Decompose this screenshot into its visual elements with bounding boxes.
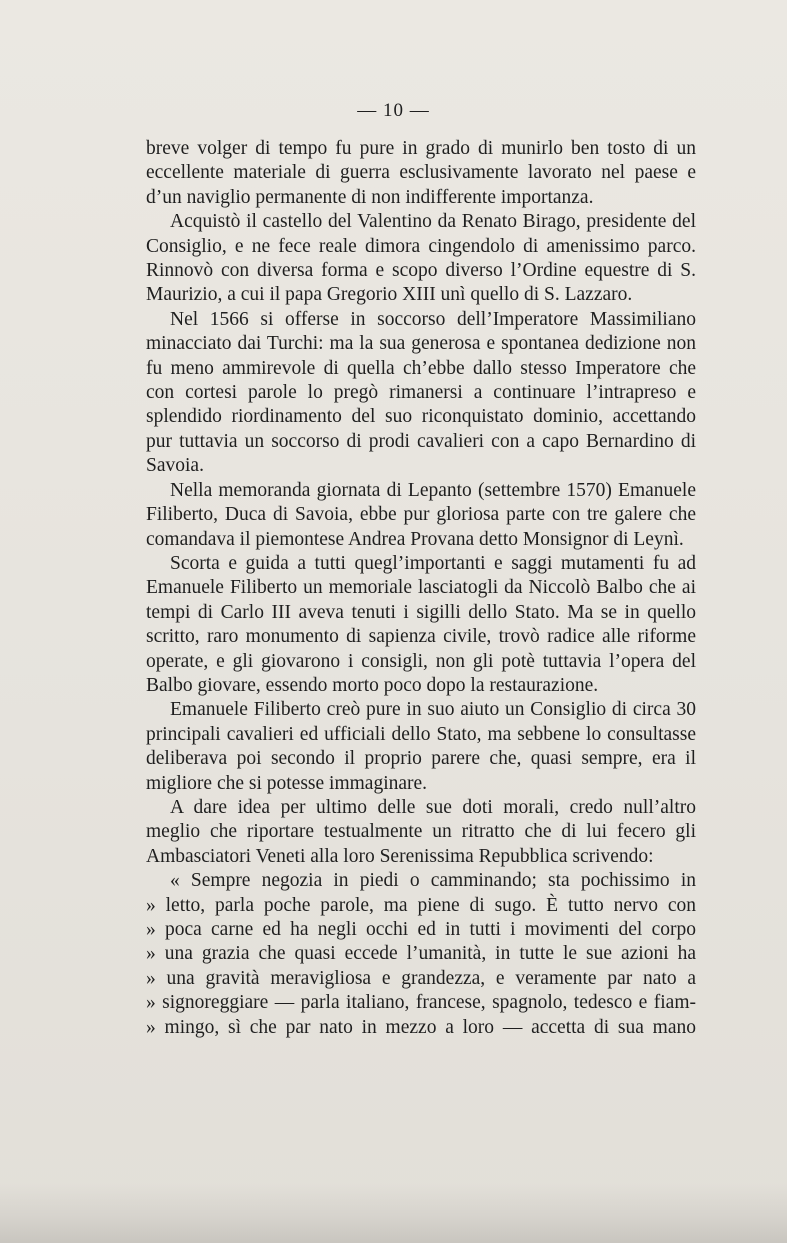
- paragraph: Nel 1566 si offerse in soccorso dell’Imperatore Massimiliano minacciato dai Turchi: ma la sua generosa e spontanea dedizione non fu meno ammirevole di quella ch’ebbe dallo stesso Imperatore che con cortesi parole lo pregò rimanersi a continuare l’intrapreso e splendido riordinamento del suo riconquistato dominio, accettando pur tuttavia un soccorso di prodi cavalieri con a capo Bernardino di Savoia.: [146, 308, 696, 477]
- quote-line: » mingo, sì che par nato in mezzo a loro — accetta di sua mano: [146, 1016, 696, 1038]
- page-bottom-shadow: [0, 1183, 787, 1243]
- quote-line: » una gravità meravigliosa e grandezza, e veramente par nato a: [146, 967, 696, 989]
- paragraph: Nella memoranda giornata di Lepanto (settembre 1570) Emanuele Filiberto, Duca di Savoia, ebbe pur gloriosa parte con tre galere che comandava il piemontese Andrea Provana detto Monsignor di Leynì.: [146, 479, 696, 550]
- paragraph: A dare idea per ultimo delle sue doti morali, credo null’altro meglio che riportare testualmente un ritratto che di lui fecero gli Ambasciatori Veneti alla loro Serenissima Repubblica scrivendo:: [146, 796, 696, 867]
- paragraph: Acquistò il castello del Valentino da Renato Birago, presidente del Consiglio, e ne fece reale dimora cingendolo di amenissimo parco. Rinnovò con diversa forma e scopo diverso l’Ordine equestre di S. Maurizio, a cui il papa Gregorio XIII unì quello di S. Lazzaro.: [146, 211, 696, 306]
- body-text: [146, 137, 696, 1040]
- quote-line: » letto, parla poche parole, ma piene di sugo. È tutto nervo con: [146, 894, 696, 916]
- paragraph: breve volger di tempo fu pure in grado di munirlo ben tosto di un eccellente materiale di guerra esclusivamente lavorato nel paese e d’un naviglio permanente di non indifferente importanza.: [146, 138, 696, 208]
- paragraph: Emanuele Filiberto creò pure in suo aiuto un Consiglio di circa 30 principali cavalieri ed ufficiali dello Stato, ma sebbene lo consultasse deliberava poi secondo il proprio parere che, quasi sempre, era il migliore che si potesse immaginare.: [146, 699, 696, 794]
- quote-line: « Sempre negozia in piedi o camminando; sta pochissimo in: [170, 870, 696, 892]
- quotation: [146, 869, 696, 1040]
- page-number: — 10 —: [357, 100, 430, 121]
- paragraph: Scorta e guida a tutti quegl’importanti e saggi mutamenti fu ad Emanuele Filiberto un memoriale lasciatogli da Niccolò Balbo che ai tempi di Carlo III aveva tenuti i sigilli dello Stato. Ma se in quello scritto, raro monumento di sapienza civile, trovò radice alle riforme operate, e gli giovarono i consigli, non gli potè tuttavia l’opera del Balbo giovare, essendo morto poco dopo la restaurazione.: [146, 552, 696, 696]
- quote-line: » una grazia che quasi eccede l’umanità, in tutte le sue azioni ha: [146, 943, 696, 965]
- quote-line: » signoreggiare — parla italiano, francese, spagnolo, tedesco e fiam-: [146, 992, 696, 1014]
- quote-line: » poca carne ed ha negli occhi ed in tutti i movimenti del corpo: [146, 919, 696, 940]
